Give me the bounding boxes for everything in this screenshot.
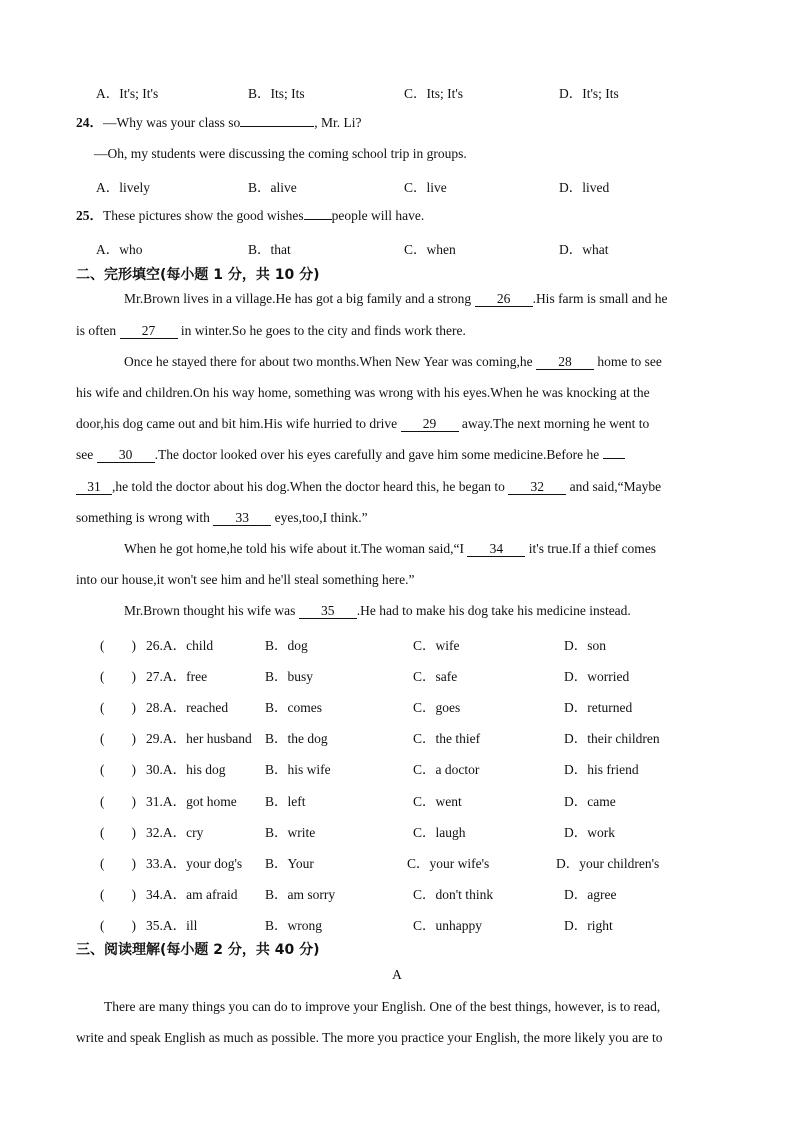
cloze-line bbox=[76, 446, 716, 464]
q24-stem-after: , Mr. Li? bbox=[314, 115, 362, 130]
choice-31-b[interactable]: B．left bbox=[265, 794, 306, 809]
choice-28-c[interactable]: C．goes bbox=[413, 700, 461, 715]
choice-32-d[interactable]: D．work bbox=[564, 825, 615, 840]
choice-27-a[interactable]: 27.A．free bbox=[146, 669, 208, 684]
choice-30-d[interactable]: D．his friend bbox=[564, 762, 639, 777]
blank-31[interactable]: 31 bbox=[76, 479, 112, 495]
cloze-line: his wife and children.On his way home, something was wrong with his eyes.When he was knocking at the bbox=[76, 385, 650, 400]
passage-text: something is wrong with bbox=[76, 510, 210, 525]
passage-text: ,he told the doctor about his dog.When the doctor heard this, he began to bbox=[112, 479, 505, 494]
blank-26[interactable]: 26 bbox=[475, 291, 533, 307]
blank-33[interactable]: 33 bbox=[213, 510, 271, 526]
answer-paren-28[interactable]: ( ) bbox=[100, 700, 136, 715]
answer-paren-32[interactable]: ( ) bbox=[100, 825, 136, 840]
reading-line: There are many things you can do to improve your English. One of the best things, however, is to read, bbox=[104, 999, 661, 1014]
passage-text: When he got home,he told his wife about it.The woman said,“I bbox=[124, 541, 465, 556]
choice-33-a[interactable]: 33.A．your dog's bbox=[146, 856, 243, 871]
passage-text: .He had to make his dog take his medicine instead. bbox=[356, 603, 631, 618]
choice-34-b[interactable]: B．am sorry bbox=[265, 887, 336, 902]
q25-option-c[interactable]: C．when bbox=[404, 242, 456, 257]
q24-option-c[interactable]: C．live bbox=[404, 180, 447, 195]
choice-27-b[interactable]: B．busy bbox=[265, 669, 314, 684]
blank-31-start[interactable] bbox=[603, 458, 625, 459]
choice-29-a[interactable]: 29.A．her husband bbox=[146, 731, 252, 746]
passage-text: Once he stayed there for about two months.When New Year was coming,he bbox=[124, 354, 533, 369]
q25-option-a[interactable]: A．who bbox=[96, 242, 143, 257]
choice-27-c[interactable]: C．safe bbox=[413, 669, 458, 684]
passage-text: is often bbox=[76, 323, 117, 338]
reading-line: write and speak English as much as possible. The more you practice your English, the more likely you are to bbox=[76, 1030, 663, 1045]
q24-number: 24． bbox=[76, 115, 103, 130]
cloze-line bbox=[124, 353, 716, 371]
blank-30[interactable]: 30 bbox=[97, 447, 155, 463]
cloze-line: into our house,it won't see him and he'll steal something here.” bbox=[76, 572, 415, 587]
choice-35-c[interactable]: C．unhappy bbox=[413, 918, 482, 933]
choice-35-a[interactable]: 35.A．ill bbox=[146, 918, 198, 933]
blank-32[interactable]: 32 bbox=[508, 479, 566, 495]
q25-blank[interactable] bbox=[304, 219, 332, 220]
passage-text: .The doctor looked over his eyes carefully and gave him some medicine.Before he bbox=[154, 447, 600, 462]
answer-paren-27[interactable]: ( ) bbox=[100, 669, 136, 684]
choice-28-d[interactable]: D．returned bbox=[564, 700, 633, 715]
answer-paren-35[interactable]: ( ) bbox=[100, 918, 136, 933]
choice-31-a[interactable]: 31.A．got home bbox=[146, 794, 237, 809]
choice-30-b[interactable]: B．his wife bbox=[265, 762, 331, 777]
section2-heading: 二、完形填空(每小题 1 分，共 10 分) bbox=[76, 267, 320, 283]
section3-heading: 三、阅读理解(每小题 2 分，共 40 分) bbox=[76, 942, 320, 958]
q23-option-a[interactable]: A．It's; It's bbox=[96, 86, 159, 101]
choice-27-d[interactable]: D．worried bbox=[564, 669, 630, 684]
q24-option-b[interactable]: B．alive bbox=[248, 180, 297, 195]
q23-option-b[interactable]: B．Its; Its bbox=[248, 86, 305, 101]
q24-option-a[interactable]: A．lively bbox=[96, 180, 150, 195]
q24-stem bbox=[76, 114, 716, 132]
blank-29[interactable]: 29 bbox=[401, 416, 459, 432]
passage-text: see bbox=[76, 447, 94, 462]
q23-option-d[interactable]: D．It's; Its bbox=[559, 86, 619, 101]
passage-text: .His farm is small and he bbox=[532, 291, 668, 306]
choice-33-b[interactable]: B．Your bbox=[265, 856, 314, 871]
choice-35-b[interactable]: B．wrong bbox=[265, 918, 322, 933]
q25-option-d[interactable]: D．what bbox=[559, 242, 609, 257]
q25-option-b[interactable]: B．that bbox=[248, 242, 291, 257]
choice-26-d[interactable]: D．son bbox=[564, 638, 607, 653]
choice-26-c[interactable]: C．wife bbox=[413, 638, 460, 653]
answer-paren-34[interactable]: ( ) bbox=[100, 887, 136, 902]
blank-35[interactable]: 35 bbox=[299, 603, 357, 619]
q25-number: 25． bbox=[76, 208, 103, 223]
cloze-line bbox=[124, 602, 716, 620]
blank-34[interactable]: 34 bbox=[467, 541, 525, 557]
q24-option-d[interactable]: D．lived bbox=[559, 180, 610, 195]
answer-paren-30[interactable]: ( ) bbox=[100, 762, 136, 777]
choice-30-a[interactable]: 30.A．his dog bbox=[146, 762, 226, 777]
blank-27[interactable]: 27 bbox=[120, 323, 178, 339]
q23-option-c[interactable]: C．Its; It's bbox=[404, 86, 464, 101]
passage-text: away.The next morning he went to bbox=[461, 416, 650, 431]
passage-text: in winter.So he goes to the city and finds work there. bbox=[180, 323, 466, 338]
choice-31-d[interactable]: D．came bbox=[564, 794, 616, 809]
cloze-line bbox=[76, 415, 716, 433]
cloze-line bbox=[76, 509, 716, 527]
q24-blank[interactable] bbox=[240, 126, 314, 127]
choice-26-b[interactable]: B．dog bbox=[265, 638, 308, 653]
choice-29-b[interactable]: B．the dog bbox=[265, 731, 328, 746]
passage-text: eyes,too,I think.” bbox=[274, 510, 368, 525]
passage-part-label: A bbox=[392, 967, 402, 982]
choice-34-d[interactable]: D．agree bbox=[564, 887, 617, 902]
q25-stem bbox=[76, 207, 716, 225]
choice-29-d[interactable]: D．their children bbox=[564, 731, 660, 746]
answer-paren-29[interactable]: ( ) bbox=[100, 731, 136, 746]
choice-35-d[interactable]: D．right bbox=[564, 918, 613, 933]
choice-31-c[interactable]: C．went bbox=[413, 794, 462, 809]
cloze-line bbox=[76, 478, 716, 496]
choice-33-c[interactable]: C．your wife's bbox=[407, 856, 490, 871]
choice-32-a[interactable]: 32.A．cry bbox=[146, 825, 204, 840]
choice-26-a[interactable]: 26.A．child bbox=[146, 638, 214, 653]
cloze-line bbox=[124, 540, 716, 558]
cloze-line bbox=[124, 290, 716, 308]
answer-paren-33[interactable]: ( ) bbox=[100, 856, 136, 871]
passage-text: door,his dog came out and bit him.His wife hurried to drive bbox=[76, 416, 398, 431]
passage-text: Mr.Brown lives in a village.He has got a big family and a strong bbox=[124, 291, 472, 306]
q25-stem-before: These pictures show the good wishes bbox=[103, 208, 304, 223]
choice-28-b[interactable]: B．comes bbox=[265, 700, 322, 715]
choice-32-b[interactable]: B．write bbox=[265, 825, 316, 840]
choice-29-c[interactable]: C．the thief bbox=[413, 731, 481, 746]
q24-reply: —Oh, my students were discussing the coming school trip in groups. bbox=[94, 146, 467, 161]
passage-text: home to see bbox=[597, 354, 662, 369]
blank-28[interactable]: 28 bbox=[536, 354, 594, 370]
choice-34-a[interactable]: 34.A．am afraid bbox=[146, 887, 238, 902]
choice-30-c[interactable]: C．a doctor bbox=[413, 762, 480, 777]
passage-text: Mr.Brown thought his wife was bbox=[124, 603, 296, 618]
answer-paren-31[interactable]: ( ) bbox=[100, 794, 136, 809]
choice-28-a[interactable]: 28.A．reached bbox=[146, 700, 229, 715]
passage-text: it's true.If a thief comes bbox=[528, 541, 657, 556]
choice-33-d[interactable]: D．your children's bbox=[556, 856, 660, 871]
cloze-line bbox=[76, 322, 716, 340]
passage-text: and said,“Maybe bbox=[569, 479, 662, 494]
choice-32-c[interactable]: C．laugh bbox=[413, 825, 466, 840]
q25-stem-after: people will have. bbox=[331, 208, 425, 223]
choice-34-c[interactable]: C．don't think bbox=[413, 887, 494, 902]
answer-paren-26[interactable]: ( ) bbox=[100, 638, 136, 653]
q24-stem-before: —Why was your class so bbox=[103, 115, 241, 130]
